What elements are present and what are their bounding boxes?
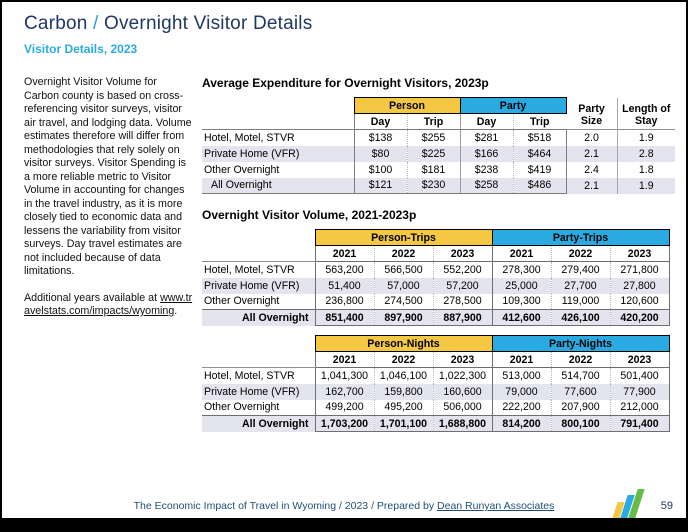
cell-value: 278,500 (433, 294, 492, 310)
nights-table (202, 335, 670, 432)
cell-value: 514,700 (551, 368, 610, 384)
cell-value: 2.4 (566, 162, 617, 178)
expenditure-heading: Average Expenditure for Overnight Visitors, 2023p (202, 76, 489, 90)
table-row (202, 384, 669, 400)
cell-value: 160,600 (433, 384, 492, 400)
cell-value: $238 (460, 162, 513, 178)
year-header: 2023 (433, 352, 492, 368)
table-row (202, 278, 669, 294)
cell-value: $230 (407, 178, 460, 194)
year-header: 2022 (374, 352, 433, 368)
row-label: Other Overnight (204, 401, 280, 414)
row-label: All Overnight (202, 416, 315, 432)
table-row (202, 294, 669, 310)
person-nights-header: Person-Nights (315, 336, 492, 352)
page-number: 59 (660, 500, 673, 512)
cell-value: 159,800 (374, 384, 433, 400)
year-header: 2021 (315, 246, 374, 262)
party-group-header: Party (460, 98, 566, 114)
cell-value: 412,600 (492, 310, 551, 326)
expenditure-table (202, 97, 675, 194)
additional-years-note (24, 292, 194, 319)
party-trips-header: Party-Trips (492, 230, 669, 246)
cell-value: 851,400 (315, 310, 374, 326)
cell-value: 506,000 (433, 400, 492, 416)
cell-value: $281 (460, 130, 513, 146)
table-row (202, 162, 675, 178)
cell-value: 207,900 (551, 400, 610, 416)
cell-value: 552,200 (433, 262, 492, 278)
cell-value: 27,800 (610, 278, 669, 294)
cell-value: $225 (407, 146, 460, 162)
cell-value: 57,000 (374, 278, 433, 294)
cell-value: 1,041,300 (315, 368, 374, 384)
cell-value: 791,400 (610, 416, 669, 432)
page-subtitle: Visitor Details, 2023 (24, 42, 138, 56)
day-header: Day (354, 114, 407, 130)
person-group-header: Person (354, 98, 460, 114)
cell-value: 79,000 (492, 384, 551, 400)
title-county: Carbon (24, 13, 88, 34)
page-title (24, 13, 312, 35)
cell-value: 2.1 (566, 146, 617, 162)
cell-value: 25,000 (492, 278, 551, 294)
year-header: 2022 (551, 246, 610, 262)
cell-value: 120,600 (610, 294, 669, 310)
year-header-row (202, 246, 669, 262)
cell-value: 800,100 (551, 416, 610, 432)
cell-value: 887,900 (433, 310, 492, 326)
row-label: Hotel, Motel, STVR (204, 369, 295, 382)
cell-value: 109,300 (492, 294, 551, 310)
cell-value: 1.9 (617, 130, 675, 146)
cell-value: 501,400 (610, 368, 669, 384)
bottom-bar (2, 518, 686, 530)
trip-header: Trip (407, 114, 460, 130)
cell-value: 814,200 (492, 416, 551, 432)
cell-value: 566,500 (374, 262, 433, 278)
group-header-row (202, 98, 675, 114)
dean-runyan-logo-icon (615, 489, 640, 518)
row-label: Private Home (VFR) (202, 146, 354, 162)
table-row (202, 262, 669, 278)
row-label: Other Overnight (204, 295, 280, 308)
footer-text: The Economic Impact of Travel in Wyoming / 2023 / Prepared by (133, 500, 438, 512)
cell-value: 27,700 (551, 278, 610, 294)
cell-value: 897,900 (374, 310, 433, 326)
methodology-note: Overnight Visitor Volume for Carbon county is based on cross-referencing visitor surveys, visitor air travel, and lodging data. Volume estimates therefore will differ from methodologies that rely solely on visitor surveys. Visitor Spending is a more reliable metric to Visitor Volume in accounting for changes in the travel industry, as it is more closely tied to economic data and lessens the variability from visitor surveys. Day travel estimates are not included because of data limitations. (24, 76, 192, 277)
cell-value: 513,000 (492, 368, 551, 384)
dean-runyan-link[interactable]: Dean Runyan Associates (437, 500, 555, 512)
table-row (202, 130, 675, 146)
cell-value: 77,600 (551, 384, 610, 400)
cell-value: $486 (513, 178, 566, 194)
cell-value: 1,701,100 (374, 416, 433, 432)
cell-value: 278,300 (492, 262, 551, 278)
title-section: Overnight Visitor Details (103, 13, 313, 34)
cell-value: 499,200 (315, 400, 374, 416)
cell-value: 2.8 (617, 146, 675, 162)
volume-heading: Overnight Visitor Volume, 2021-2023p (202, 208, 417, 222)
cell-value: 1.9 (617, 178, 675, 194)
additional-years-suffix: . (174, 305, 178, 317)
table-row (202, 400, 669, 416)
cell-value: $464 (513, 146, 566, 162)
cell-value: 162,700 (315, 384, 374, 400)
cell-value: 77,900 (610, 384, 669, 400)
year-header: 2023 (610, 246, 669, 262)
cell-value: 119,000 (551, 294, 610, 310)
year-header: 2023 (610, 352, 669, 368)
cell-value: $181 (407, 162, 460, 178)
year-header: 2023 (433, 246, 492, 262)
cell-value: 420,200 (610, 310, 669, 326)
cell-value: 495,200 (374, 400, 433, 416)
cell-value: $258 (460, 178, 513, 194)
cell-value: $80 (354, 146, 407, 162)
row-label: Other Overnight (204, 163, 280, 176)
trips-table (202, 229, 670, 326)
row-label: All Overnight (202, 178, 354, 194)
year-header: 2021 (315, 352, 374, 368)
cell-value: $255 (407, 130, 460, 146)
cell-value: 236,800 (315, 294, 374, 310)
table-row (202, 310, 669, 326)
year-header-row (202, 352, 669, 368)
group-header-row (202, 336, 669, 352)
cell-value: $166 (460, 146, 513, 162)
year-header: 2022 (374, 246, 433, 262)
sidebar-notes (24, 76, 194, 332)
table-row (202, 146, 675, 162)
year-header: 2021 (492, 246, 551, 262)
row-label: Private Home (VFR) (202, 384, 315, 400)
cell-value: 2.0 (566, 130, 617, 146)
cell-value: 563,200 (315, 262, 374, 278)
group-header-row (202, 230, 669, 246)
party-nights-header: Party-Nights (492, 336, 669, 352)
cell-value: 1,703,200 (315, 416, 374, 432)
row-label: Hotel, Motel, STVR (204, 263, 295, 276)
row-label: Hotel, Motel, STVR (204, 131, 295, 144)
row-label: Private Home (VFR) (202, 278, 315, 294)
cell-value: $100 (354, 162, 407, 178)
cell-value: 1,046,100 (374, 368, 433, 384)
cell-value: 1,688,800 (433, 416, 492, 432)
cell-value: $138 (354, 130, 407, 146)
travelstats-link[interactable]: www.travelstats.com/impacts/wyoming (24, 291, 193, 317)
cell-value: 212,000 (610, 400, 669, 416)
cell-value: 57,200 (433, 278, 492, 294)
cell-value: 2.1 (566, 178, 617, 194)
cell-value: 51,400 (315, 278, 374, 294)
year-header: 2021 (492, 352, 551, 368)
additional-years-prefix: Additional years available at (24, 291, 161, 304)
table-row (202, 368, 669, 384)
cell-value: $419 (513, 162, 566, 178)
cell-value: $121 (354, 178, 407, 194)
title-separator: / (87, 13, 104, 34)
trip-header: Trip (513, 114, 566, 130)
cell-value: 274,500 (374, 294, 433, 310)
row-label: All Overnight (202, 310, 315, 326)
day-header: Day (460, 114, 513, 130)
table-row (202, 416, 669, 432)
cell-value: 426,100 (551, 310, 610, 326)
footer-credit (2, 500, 686, 512)
length-of-stay-header: Length of Stay (617, 98, 675, 130)
party-size-header: Party Size (566, 98, 617, 130)
cell-value: 271,800 (610, 262, 669, 278)
person-trips-header: Person-Trips (315, 230, 492, 246)
year-header: 2022 (551, 352, 610, 368)
cell-value: 222,200 (492, 400, 551, 416)
table-row (202, 178, 675, 194)
cell-value: 1,022,300 (433, 368, 492, 384)
cell-value: 1.8 (617, 162, 675, 178)
cell-value: $518 (513, 130, 566, 146)
cell-value: 279,400 (551, 262, 610, 278)
